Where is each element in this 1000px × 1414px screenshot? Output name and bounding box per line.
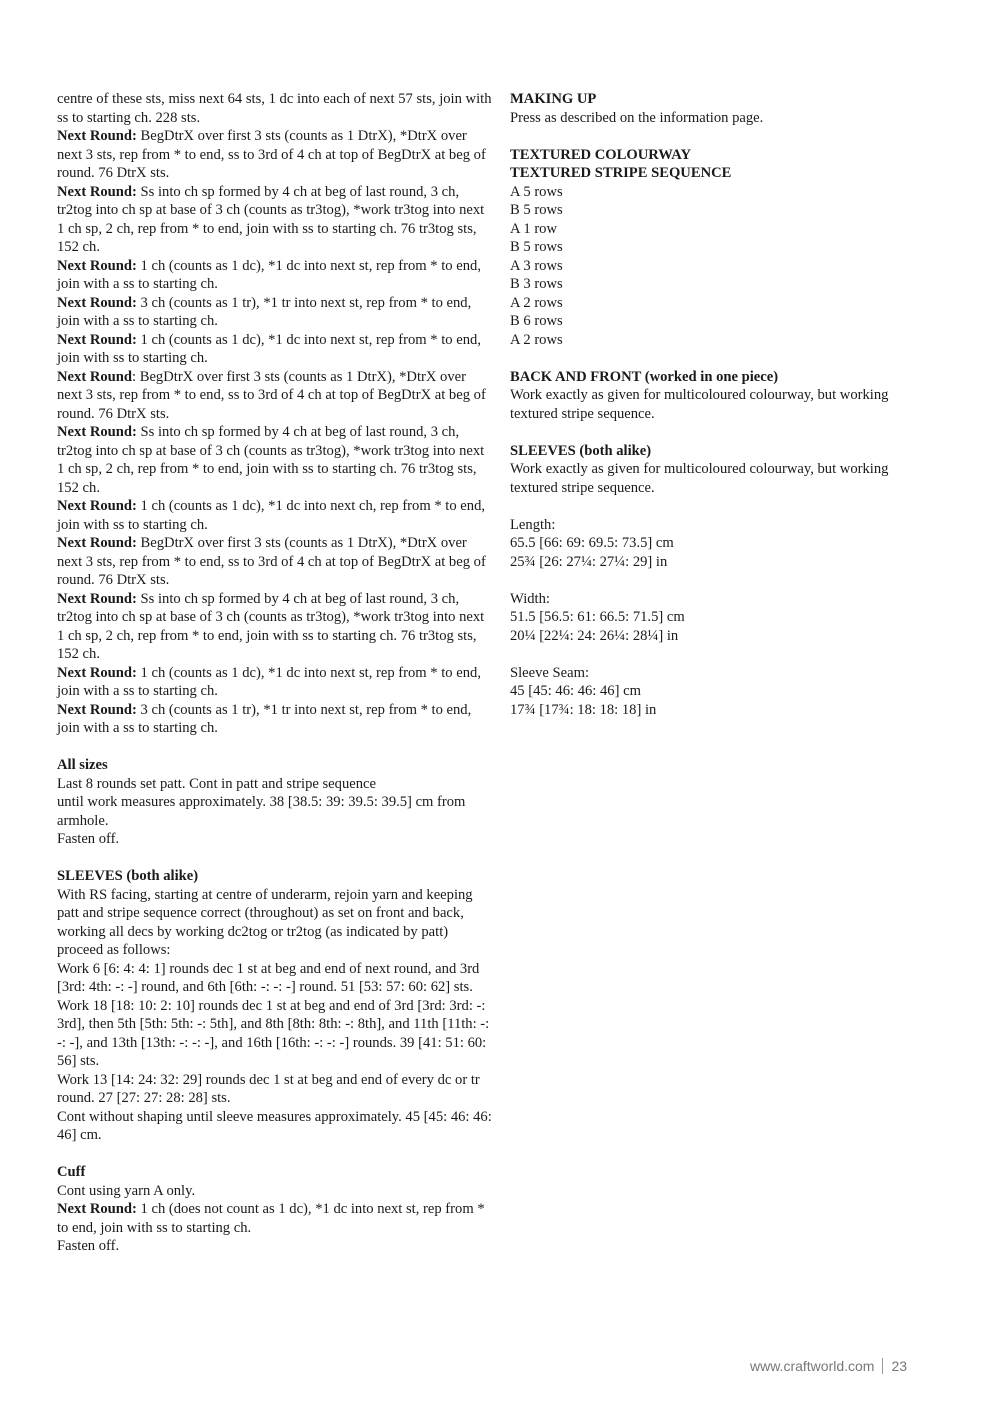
body-text: Length:	[510, 516, 556, 533]
body-text: Ss into ch sp formed by 4 ch at beg of last round, 3 ch, tr2tog into ch sp at base of 3 ch (counts as tr3tog), *work tr3tog into next 1 ch sp, 2 ch, rep from * to end, join with ss to starting ch. 76 tr3tog sts, 152 ch.	[57, 424, 485, 496]
bold-label: Next Round:	[57, 535, 137, 551]
page-footer	[750, 1358, 960, 1374]
bold-label: Next Round:	[57, 257, 137, 274]
body-text: With RS facing, starting at centre of underarm, rejoin yarn and keeping patt and stripe sequence correct (throughout) as set on front and back, working all decs by working dc2tog or tr2tog (as indicated by patt) proceed as follows:	[57, 886, 473, 958]
body-text: Work 13 [14: 24: 32: 29] rounds dec 1 st at beg and end of every dc or tr round. 27 [27: 27: 28: 28] sts.	[57, 1071, 480, 1106]
right-column	[510, 90, 902, 719]
page-number: 23	[891, 1358, 908, 1374]
text-line	[510, 294, 902, 313]
text-line	[510, 257, 902, 276]
body-text: B 5 rows	[510, 202, 563, 218]
body-text: Sleeve Seam:	[510, 664, 590, 681]
bold-label: SLEEVES (both alike)	[510, 442, 652, 459]
body-text: Fasten off.	[57, 831, 120, 847]
bold-label: Next Round:	[57, 590, 137, 607]
text-line	[57, 423, 493, 497]
text-line	[510, 183, 902, 202]
section-heading	[510, 368, 902, 387]
text-line	[57, 830, 493, 849]
body-text: 45 [45: 46: 46: 46] cm	[510, 683, 641, 699]
text-line	[510, 553, 902, 572]
text-line	[510, 220, 902, 239]
body-text: B 6 rows	[510, 313, 563, 329]
bold-label: Cuff	[57, 1164, 86, 1180]
text-line	[57, 701, 493, 738]
body-text: Width:	[510, 590, 550, 607]
bold-label: Next Round:	[57, 331, 137, 348]
body-text: 51.5 [56.5: 61: 66.5: 71.5] cm	[510, 609, 685, 625]
bold-label: SLEEVES (both alike)	[57, 868, 199, 884]
text-line	[57, 664, 493, 701]
section-heading	[510, 146, 902, 165]
paragraph-gap	[510, 127, 902, 146]
text-line	[57, 775, 493, 794]
text-line	[57, 497, 493, 534]
body-text: BegDtrX over first 3 sts (counts as 1 DtrX), *DtrX over next 3 sts, rep from * to end, ss to 3rd of 4 ch at top of BegDtrX at beg of round. 76 DtrX sts.	[57, 535, 486, 588]
body-text: B 3 rows	[510, 276, 563, 292]
footer-website: www.craftworld.com	[750, 1358, 875, 1374]
text-line	[57, 127, 493, 183]
paragraph-gap	[510, 571, 902, 590]
body-text: 1 ch (does not count as 1 dc), *1 dc into next st, rep from * to end, join with ss to starting ch.	[57, 1201, 485, 1236]
text-line	[57, 1237, 493, 1256]
body-text: A 2 rows	[510, 294, 563, 311]
body-text: BegDtrX over first 3 sts (counts as 1 DtrX), *DtrX over next 3 sts, rep from * to end, ss to 3rd of 4 ch at top of BegDtrX at beg of round. 76 DtrX sts.	[57, 128, 486, 181]
bold-label: TEXTURED COLOURWAY	[510, 146, 691, 163]
body-text: Work 6 [6: 4: 4: 1] rounds dec 1 st at beg and end of next round, and 3rd [3rd: 4th: -: -] round, and 6th [6th: -: -: -] round. 51 [53: 57: 60: 62] sts.	[57, 960, 480, 995]
section-heading	[57, 867, 493, 886]
bold-label: MAKING UP	[510, 91, 597, 107]
body-text: 1 ch (counts as 1 dc), *1 dc into next st, rep from * to end, join with a ss to starting ch.	[57, 257, 481, 292]
body-text: 1 ch (counts as 1 dc), *1 dc into next st, rep from * to end, join with a ss to starting ch.	[57, 664, 481, 699]
section-heading	[57, 1163, 493, 1182]
bold-label: Next Round:	[57, 294, 137, 311]
body-text: A 1 row	[510, 220, 558, 237]
body-text: Fasten off.	[57, 1238, 120, 1254]
left-column	[57, 90, 493, 1256]
text-line	[510, 312, 902, 331]
text-line	[57, 1200, 493, 1237]
paragraph-gap	[510, 497, 902, 516]
body-text: 3 ch (counts as 1 tr), *1 tr into next st, rep from * to end, join with a ss to starting ch.	[57, 294, 472, 329]
section-heading	[510, 90, 902, 109]
paragraph-gap	[57, 849, 493, 868]
text-line	[510, 627, 902, 646]
text-line	[57, 1071, 493, 1108]
body-text: Press as described on the information page.	[510, 109, 764, 126]
body-text: A 5 rows	[510, 183, 563, 200]
paragraph-gap	[57, 1145, 493, 1164]
text-line	[510, 682, 902, 701]
text-line	[510, 590, 902, 609]
bold-label: Next Round:	[57, 664, 137, 681]
text-line	[57, 793, 493, 830]
body-text: Last 8 rounds set patt. Cont in patt and stripe sequence	[57, 775, 376, 792]
text-line	[510, 109, 902, 128]
text-line	[57, 257, 493, 294]
body-text: until work measures approximately. 38 [38.5: 39: 39.5: 39.5] cm from armhole.	[57, 794, 466, 829]
bold-label: Next Round	[57, 368, 133, 385]
body-text: Work exactly as given for multicoloured colourway, but working textured stripe sequence.	[510, 387, 889, 422]
paragraph-gap	[510, 423, 902, 442]
text-line	[57, 1182, 493, 1201]
bold-label: TEXTURED STRIPE SEQUENCE	[510, 165, 732, 181]
body-text: Ss into ch sp formed by 4 ch at beg of last round, 3 ch, tr2tog into ch sp at base of 3 ch (counts as tr3tog), *work tr3tog into next 1 ch sp, 2 ch, rep from * to end, join with ss to starting ch. 76 tr3tog sts, 152 ch.	[57, 183, 485, 255]
bold-label: Next Round:	[57, 498, 137, 514]
text-line	[510, 701, 902, 720]
text-line	[57, 534, 493, 590]
paragraph-gap	[57, 738, 493, 757]
text-line	[57, 886, 493, 960]
text-line	[57, 590, 493, 664]
body-text: Ss into ch sp formed by 4 ch at beg of last round, 3 ch, tr2tog into ch sp at base of 3 ch (counts as tr3tog), *work tr3tog into next 1 ch sp, 2 ch, rep from * to end, join with ss to starting ch. 76 tr3tog sts, 152 ch.	[57, 590, 485, 662]
body-text: 25¾ [26: 27¼: 27¼: 29] in	[510, 553, 668, 570]
text-line	[57, 331, 493, 368]
body-text: 20¼ [22¼: 24: 26¼: 28¼] in	[510, 627, 679, 644]
body-text: A 2 rows	[510, 331, 563, 348]
body-text: Cont without shaping until sleeve measures approximately. 45 [45: 46: 46: 46] cm.	[57, 1108, 492, 1143]
body-text: Work 18 [18: 10: 2: 10] rounds dec 1 st at beg and end of 3rd [3rd: 3rd: -: 3rd], then 5th [5th: 5th: -: 5th], and 8th [8th: 8th: -: 8th], and 11th [11th: -: -: -], and 13th [13th: -: -: -], and 16th [16th: -: -: -] rounds. 39 [41: 51: 60: 56] sts.	[57, 997, 490, 1069]
body-text: centre of these sts, miss next 64 sts, 1 dc into each of next 57 sts, join with ss to starting ch. 228 sts.	[57, 91, 492, 126]
text-line	[510, 275, 902, 294]
body-text: Work exactly as given for multicoloured colourway, but working textured stripe sequence.	[510, 461, 889, 496]
text-line	[510, 331, 902, 350]
body-text: A 3 rows	[510, 257, 563, 274]
text-line	[57, 294, 493, 331]
text-line	[57, 368, 493, 424]
body-text: Cont using yarn A only.	[57, 1182, 196, 1199]
body-text: 65.5 [66: 69: 69.5: 73.5] cm	[510, 535, 674, 551]
text-line	[510, 460, 902, 497]
paragraph-gap	[510, 645, 902, 664]
text-line	[510, 534, 902, 553]
text-line	[57, 997, 493, 1071]
text-line	[510, 608, 902, 627]
section-heading	[57, 756, 493, 775]
section-heading	[510, 164, 902, 183]
bold-label: Next Round:	[57, 1201, 137, 1217]
text-line	[510, 664, 902, 683]
bold-label: BACK AND FRONT (worked in one piece)	[510, 368, 779, 385]
body-text: 3 ch (counts as 1 tr), *1 tr into next st, rep from * to end, join with a ss to starting ch.	[57, 701, 472, 736]
body-text: : BegDtrX over first 3 sts (counts as 1 DtrX), *DtrX over next 3 sts, rep from * to end, ss to 3rd of 4 ch at top of BegDtrX at beg of round. 76 DtrX sts.	[57, 368, 486, 422]
body-text: B 5 rows	[510, 239, 563, 255]
bold-label: All sizes	[57, 757, 108, 773]
text-line	[510, 201, 902, 220]
text-line	[510, 386, 902, 423]
body-text: 17¾ [17¾: 18: 18: 18] in	[510, 701, 657, 718]
body-text: 1 ch (counts as 1 dc), *1 dc into next ch, rep from * to end, join with ss to starting ch.	[57, 498, 486, 533]
text-line	[510, 516, 902, 535]
footer-divider	[882, 1358, 883, 1374]
text-line	[57, 960, 493, 997]
bold-label: Next Round:	[57, 424, 137, 440]
bold-label: Next Round:	[57, 128, 137, 144]
bold-label: Next Round:	[57, 183, 137, 200]
bold-label: Next Round:	[57, 701, 137, 718]
text-line	[57, 183, 493, 257]
paragraph-gap	[510, 349, 902, 368]
text-line	[57, 1108, 493, 1145]
section-heading	[510, 442, 902, 461]
text-line	[510, 238, 902, 257]
text-line	[57, 90, 493, 127]
body-text: 1 ch (counts as 1 dc), *1 dc into next st, rep from * to end, join with ss to starting ch.	[57, 331, 481, 366]
